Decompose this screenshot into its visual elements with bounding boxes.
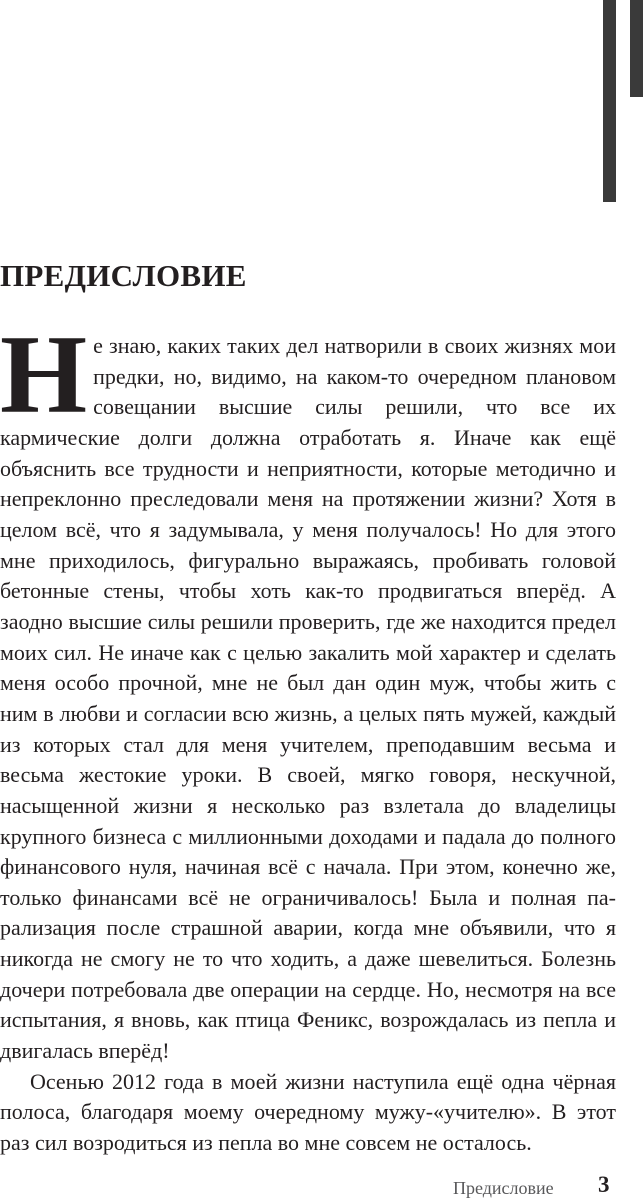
paragraph-1-text: е знаю, каких таких дел натворили в своих жизнях мои предки, но, видимо, на каком-то очередном плановом совещании высшие силы решили, что все их кармические долги должна отработать я. Иначе как ещё объяснить все трудности и неприятности, которые методично и непреклонно преследовали меня на протяжении жизни? Хотя в целом всё, что я задумывала, у меня получалось! Но для этого мне приходилось, фигурально выражаясь, пробивать головой бетонные стены, чтобы хоть как-то продвигаться вперёд. А заодно высшие силы решили проверить, где же находится предел моих сил. Не иначе как с целью закалить мой характер и сделать меня особо прочной, мне не был дан один муж, чтобы жить с ним в любви и согласии всю жизнь, а целых пять мужей, каждый из которых стал для меня учителем, преподавшим весьма и весьма жестокие уроки. В своей, мягко говоря, нескучной, насыщенной жизни я несколько раз взлетала до владелицы крупного бизнеса с миллионными доходами и падала до полного финансового нуля, начиная всё с начала. При этом, конечно же, только финансами всё не ограничивалось! Была и полная парализация после страшной аварии, когда мне объявили, что я никогда не смогу не то что ходить, а даже шевелиться. Болезнь дочери потребовала две операции на сердце. Но, несмотря на все испытания, я вновь, как птица Феникс, возрождалась из пепла и двигалась вперёд! bbox=[0, 333, 616, 1064]
paragraph-2: Осенью 2012 года в моей жизни наступила ещё одна чёрная полоса, благодаря моему очередному мужу-«учителю». В этот раз сил возродиться из пепла во мне совсем не осталось. bbox=[0, 1068, 616, 1156]
chapter-edge-tab bbox=[630, 0, 643, 97]
chapter-edge-marker bbox=[603, 0, 616, 202]
body-text bbox=[0, 313, 616, 1159]
drop-cap: Н bbox=[0, 313, 88, 437]
paragraph-1 bbox=[0, 313, 616, 1067]
running-footer-section: Предисловие bbox=[453, 1178, 554, 1198]
chapter-title: ПРЕДИСЛОВИЕ bbox=[0, 258, 247, 293]
page-number: 3 bbox=[598, 1172, 610, 1197]
